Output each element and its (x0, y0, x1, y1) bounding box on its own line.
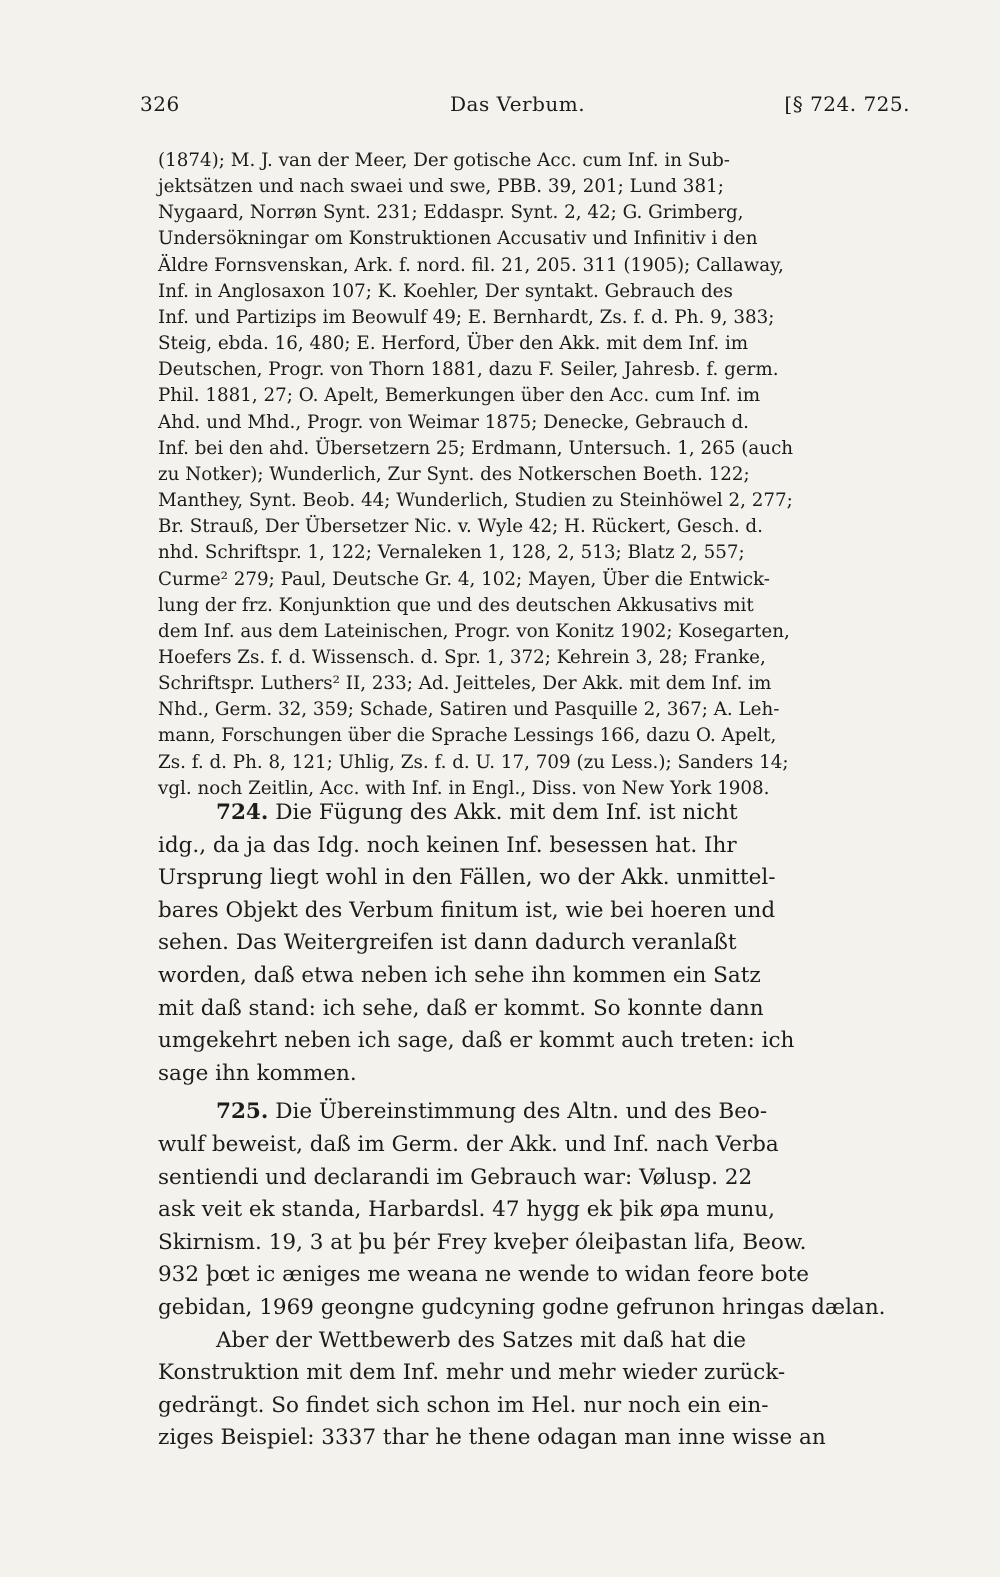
text-line: umgekehrt neben ich sage, daß er kommt auch treten: ich (158, 1028, 795, 1054)
text-line: 932 þœt ic æniges me weana ne wende to widan feore bote (158, 1262, 809, 1288)
bibliography-line: Inf. in Anglosaxon 107; K. Koehler, Der syntakt. Gebrauch des (158, 280, 733, 302)
bibliography-line: Inf. bei den ahd. Übersetzern 25; Erdmann, Untersuch. 1, 265 (auch (158, 437, 794, 459)
bibliography-line: Br. Strauß, Der Übersetzer Nic. v. Wyle 42; H. Rückert, Gesch. d. (158, 516, 763, 538)
text-line: bares Objekt des Verbum finitum ist, wie bei hoeren und (158, 897, 776, 923)
text-line: Skirnism. 19, 3 at þu þér Frey kveþer óleiþastan lifa, Beow. (158, 1229, 807, 1255)
running-title: Das Verbum. (450, 92, 586, 116)
paragraph-first-text: Aber der Wettbewerb des Satzes mit daß hat die (216, 1327, 747, 1353)
page-number: 326 (140, 92, 180, 116)
text-line: Konstruktion mit dem Inf. mehr und mehr wieder zurück- (158, 1360, 786, 1386)
bibliography-line: Manthey, Synt. Beob. 44; Wunderlich, Studien zu Steinhöwel 2, 277; (158, 490, 793, 512)
bibliography-line: jektsätzen und nach swaei und swe, PBB. 39, 201; Lund 381; (158, 176, 724, 198)
section-725-heading-text: Die Übereinstimmung des Altn. und des Beo- (275, 1099, 768, 1125)
bibliography-line: Äldre Fornsvenskan, Ark. f. nord. fil. 21, 205. 311 (1905); Callaway, (158, 254, 784, 276)
text-line: wulf beweist, daß im Germ. der Akk. und Inf. nach Verba (158, 1131, 779, 1157)
bibliography-line: Phil. 1881, 27; O. Apelt, Bemerkungen über den Acc. cum Inf. im (158, 385, 761, 407)
section-number-725: 725. (216, 1099, 269, 1125)
text-line: sehen. Das Weitergreifen ist dann dadurch veranlaßt (158, 930, 737, 956)
section-724-heading-text: Die Fügung des Akk. mit dem Inf. ist nicht (275, 800, 738, 825)
section-range: [§ 724. 725. (784, 92, 910, 116)
section-725-first-line (158, 1096, 918, 1129)
bibliography-line: Deutschen, Progr. von Thorn 1881, dazu F. Seiler, Jahresb. f. germ. (158, 359, 779, 381)
text-line: worden, daß etwa neben ich sehe ihn kommen ein Satz (158, 962, 761, 988)
bibliography-line: Steig, ebda. 16, 480; E. Herford, Über den Akk. mit dem Inf. im (158, 333, 749, 355)
text-line: ziges Beispiel: 3337 thar he thene odagan man inne wisse an (158, 1425, 826, 1451)
bibliography-line: mann, Forschungen über die Sprache Lessings 166, dazu O. Apelt, (158, 725, 777, 747)
text-line: Ursprung liegt wohl in den Fällen, wo der Akk. unmittel- (158, 865, 776, 891)
section-number-724: 724. (216, 800, 269, 825)
bibliography-line: Curme² 279; Paul, Deutsche Gr. 4, 102; Mayen, Über die Entwick- (158, 568, 770, 590)
bibliography-line: Zs. f. d. Ph. 8, 121; Uhlig, Zs. f. d. U. 17, 709 (zu Less.); Sanders 14; (158, 751, 789, 773)
bibliography-line: (1874); M. J. van der Meer, Der gotische Acc. cum Inf. in Sub- (158, 150, 730, 171)
bibliography-line: dem Inf. aus dem Lateinischen, Progr. von Konitz 1902; Kosegarten, (158, 620, 790, 642)
bibliography-line: Schriftspr. Luthers² II, 233; Ad. Jeitteles, Der Akk. mit dem Inf. im (158, 673, 772, 695)
bibliography-line: Hoefers Zs. f. d. Wissensch. d. Spr. 1, 372; Kehrein 3, 28; Franke, (158, 646, 766, 668)
bibliography-line: Undersökningar om Konstruktionen Accusativ und Infinitiv i den (158, 228, 758, 250)
bibliography-line: zu Notker); Wunderlich, Zur Synt. des Notkerschen Boeth. 122; (158, 463, 750, 485)
text-line: sentiendi und declarandi im Gebrauch war: Vølusp. 22 (158, 1164, 753, 1190)
text-line: gebidan, 1969 geongne gudcyning godne gefrunon hringas dælan. (158, 1294, 886, 1320)
text-line: sage ihn kommen. (158, 1060, 357, 1086)
bibliography-line: Inf. und Partizips im Beowulf 49; E. Bernhardt, Zs. f. d. Ph. 9, 383; (158, 306, 775, 328)
bibliography-line: Ahd. und Mhd., Progr. von Weimar 1875; Denecke, Gebrauch d. (158, 411, 749, 433)
bibliography-line: vgl. noch Zeitlin, Acc. with Inf. in Engl., Diss. von New York 1908. (158, 777, 770, 799)
bibliography-line: Nygaard, Norrøn Synt. 231; Eddaspr. Synt. 2, 42; G. Grimberg, (158, 202, 744, 224)
text-line: ask veit ek standa, Harbardsl. 47 hygg ek þik øpa munu, (158, 1197, 775, 1223)
text-line: mit daß stand: ich sehe, daß er kommt. So konnte dann (158, 995, 764, 1021)
running-header (140, 92, 910, 124)
paragraph-first-line (158, 1325, 918, 1358)
main-text (158, 797, 918, 1455)
bibliography-line: lung der frz. Konjunktion que und des deutschen Akkusativs mit (158, 594, 754, 616)
text-line: gedrängt. So findet sich schon im Hel. nur noch ein ein- (158, 1392, 769, 1418)
section-724-first-line (158, 797, 918, 830)
bibliography-line: nhd. Schriftspr. 1, 122; Vernaleken 1, 128, 2, 513; Blatz 2, 557; (158, 542, 745, 564)
bibliography-line: Nhd., Germ. 32, 359; Schade, Satiren und Pasquille 2, 367; A. Leh- (158, 699, 780, 721)
text-line: idg., da ja das Idg. noch keinen Inf. besessen hat. Ihr (158, 832, 737, 858)
bibliography-block (158, 148, 916, 802)
